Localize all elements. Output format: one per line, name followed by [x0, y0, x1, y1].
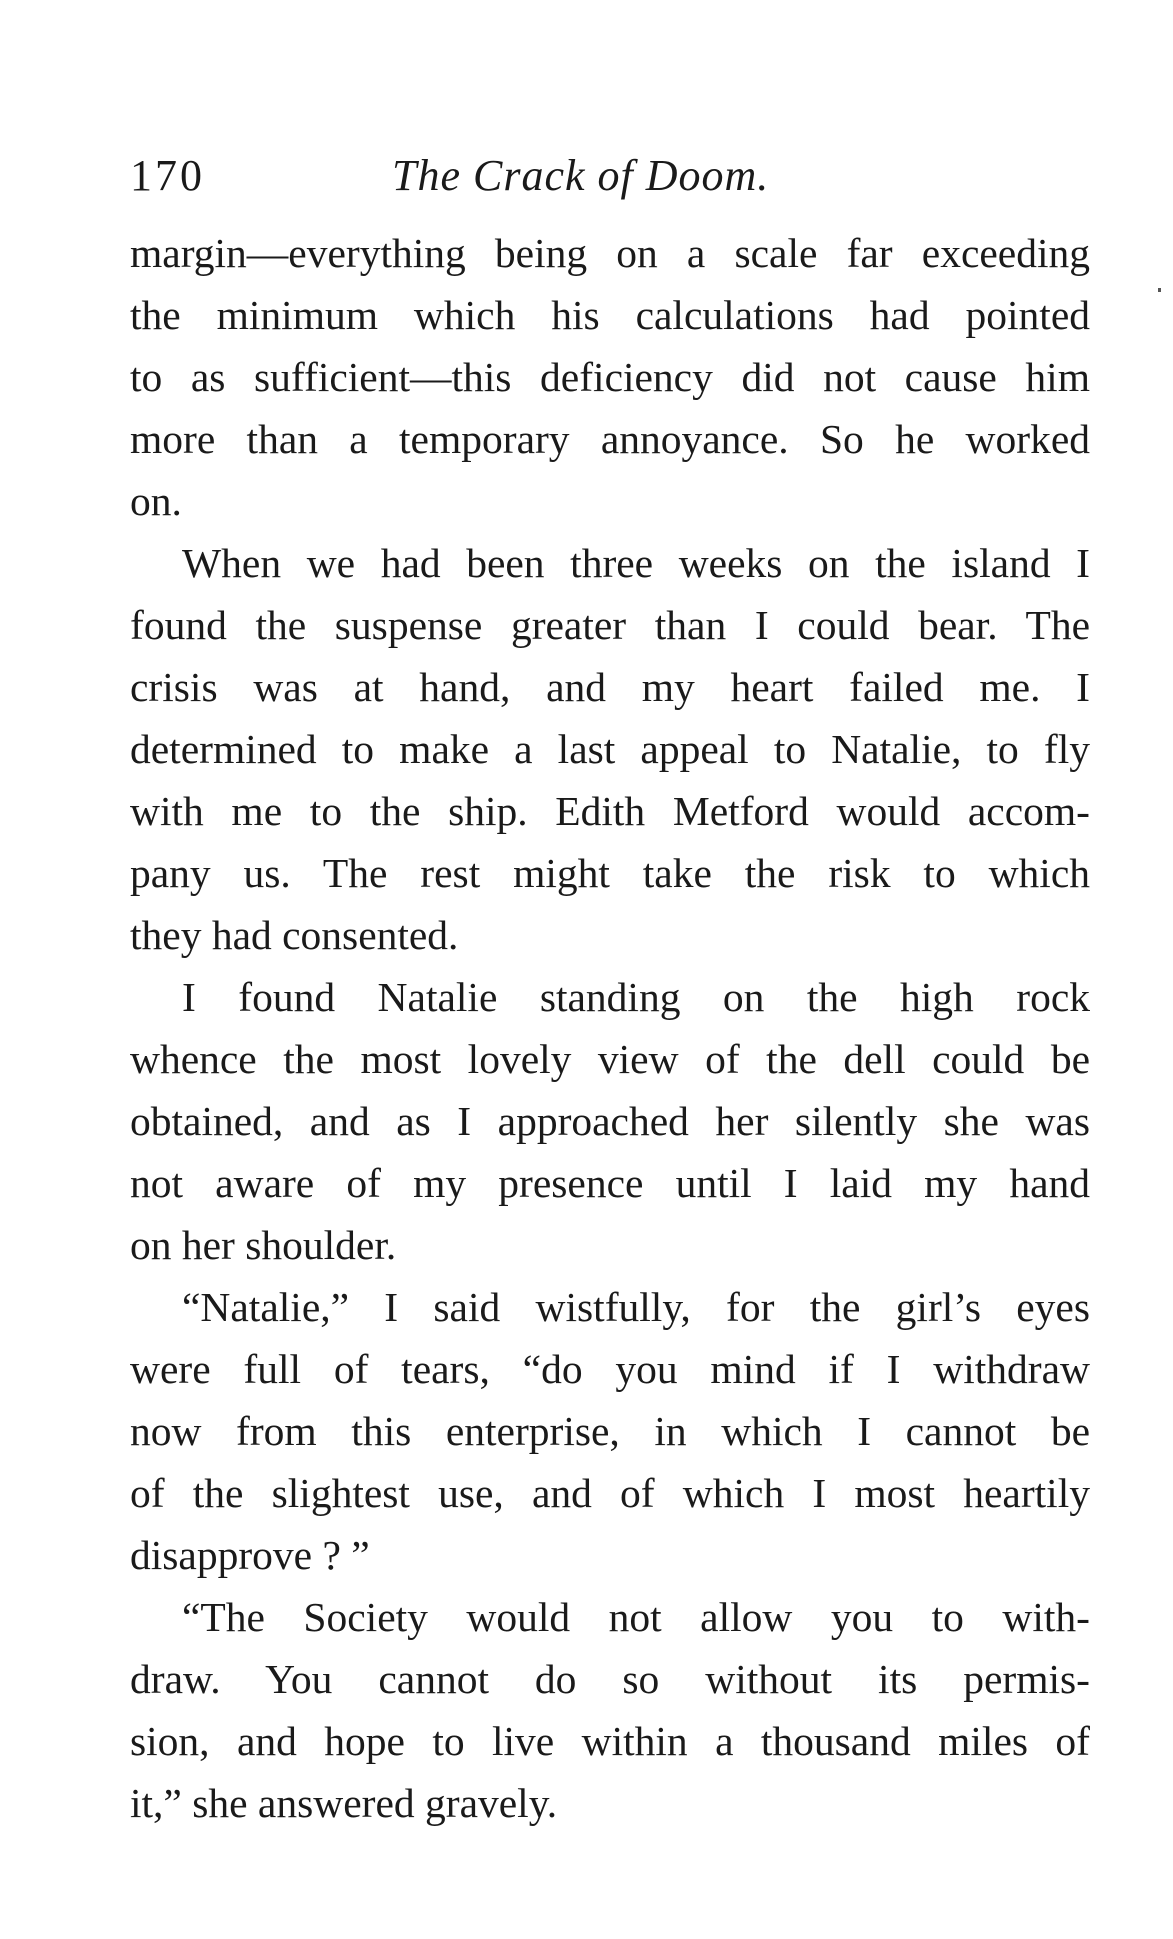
body-text: [130, 222, 1090, 1834]
paragraph: [130, 1586, 1090, 1834]
text-line: with me to the ship. Edith Metford would accom-: [130, 788, 1090, 834]
paragraph: [130, 532, 1090, 966]
text-line: on her shoulder.: [130, 1222, 397, 1268]
text-line: whence the most lovely view of the dell could be: [130, 1036, 1090, 1082]
text-line: were full of tears, “do you mind if I withdraw: [130, 1346, 1090, 1392]
page-header: [130, 150, 1090, 210]
text-line: the minimum which his calculations had pointed: [130, 292, 1090, 338]
text-line: now from this enterprise, in which I cannot be: [130, 1408, 1090, 1454]
text-line: margin—everything being on a scale far exceeding: [130, 230, 1090, 276]
paragraph: [130, 966, 1090, 1276]
print-speck: [1158, 288, 1161, 292]
text-line: of the slightest use, and of which I most heartily: [130, 1470, 1090, 1516]
text-line: on.: [130, 478, 182, 524]
text-line: to as sufficient—this deficiency did not cause him: [130, 354, 1090, 400]
text-line: disapprove ? ”: [130, 1532, 370, 1578]
text-line: more than a temporary annoyance. So he worked: [130, 416, 1090, 462]
text-line: draw. You cannot do so without its permis-: [130, 1656, 1090, 1702]
text-line: crisis was at hand, and my heart failed me. I: [130, 664, 1090, 710]
text-line: “The Society would not allow you to with-: [182, 1594, 1090, 1640]
text-line: it,” she answered gravely.: [130, 1780, 558, 1826]
text-line: I found Natalie standing on the high rock: [182, 974, 1090, 1020]
text-line: they had consented.: [130, 912, 459, 958]
paragraph: [130, 1276, 1090, 1586]
text-line: sion, and hope to live within a thousand miles of: [130, 1718, 1090, 1764]
paragraph: [130, 222, 1090, 532]
running-title: The Crack of Doom.: [392, 151, 770, 200]
text-line: found the suspense greater than I could bear. The: [130, 602, 1090, 648]
text-line: obtained, and as I approached her silently she was: [130, 1098, 1090, 1144]
text-line: When we had been three weeks on the island I: [182, 540, 1090, 586]
text-line: determined to make a last appeal to Natalie, to fly: [130, 726, 1090, 772]
page-number: 170: [130, 151, 205, 200]
text-line: not aware of my presence until I laid my hand: [130, 1160, 1090, 1206]
text-line: pany us. The rest might take the risk to which: [130, 850, 1090, 896]
text-line: “Natalie,” I said wistfully, for the girl’s eyes: [182, 1284, 1090, 1330]
